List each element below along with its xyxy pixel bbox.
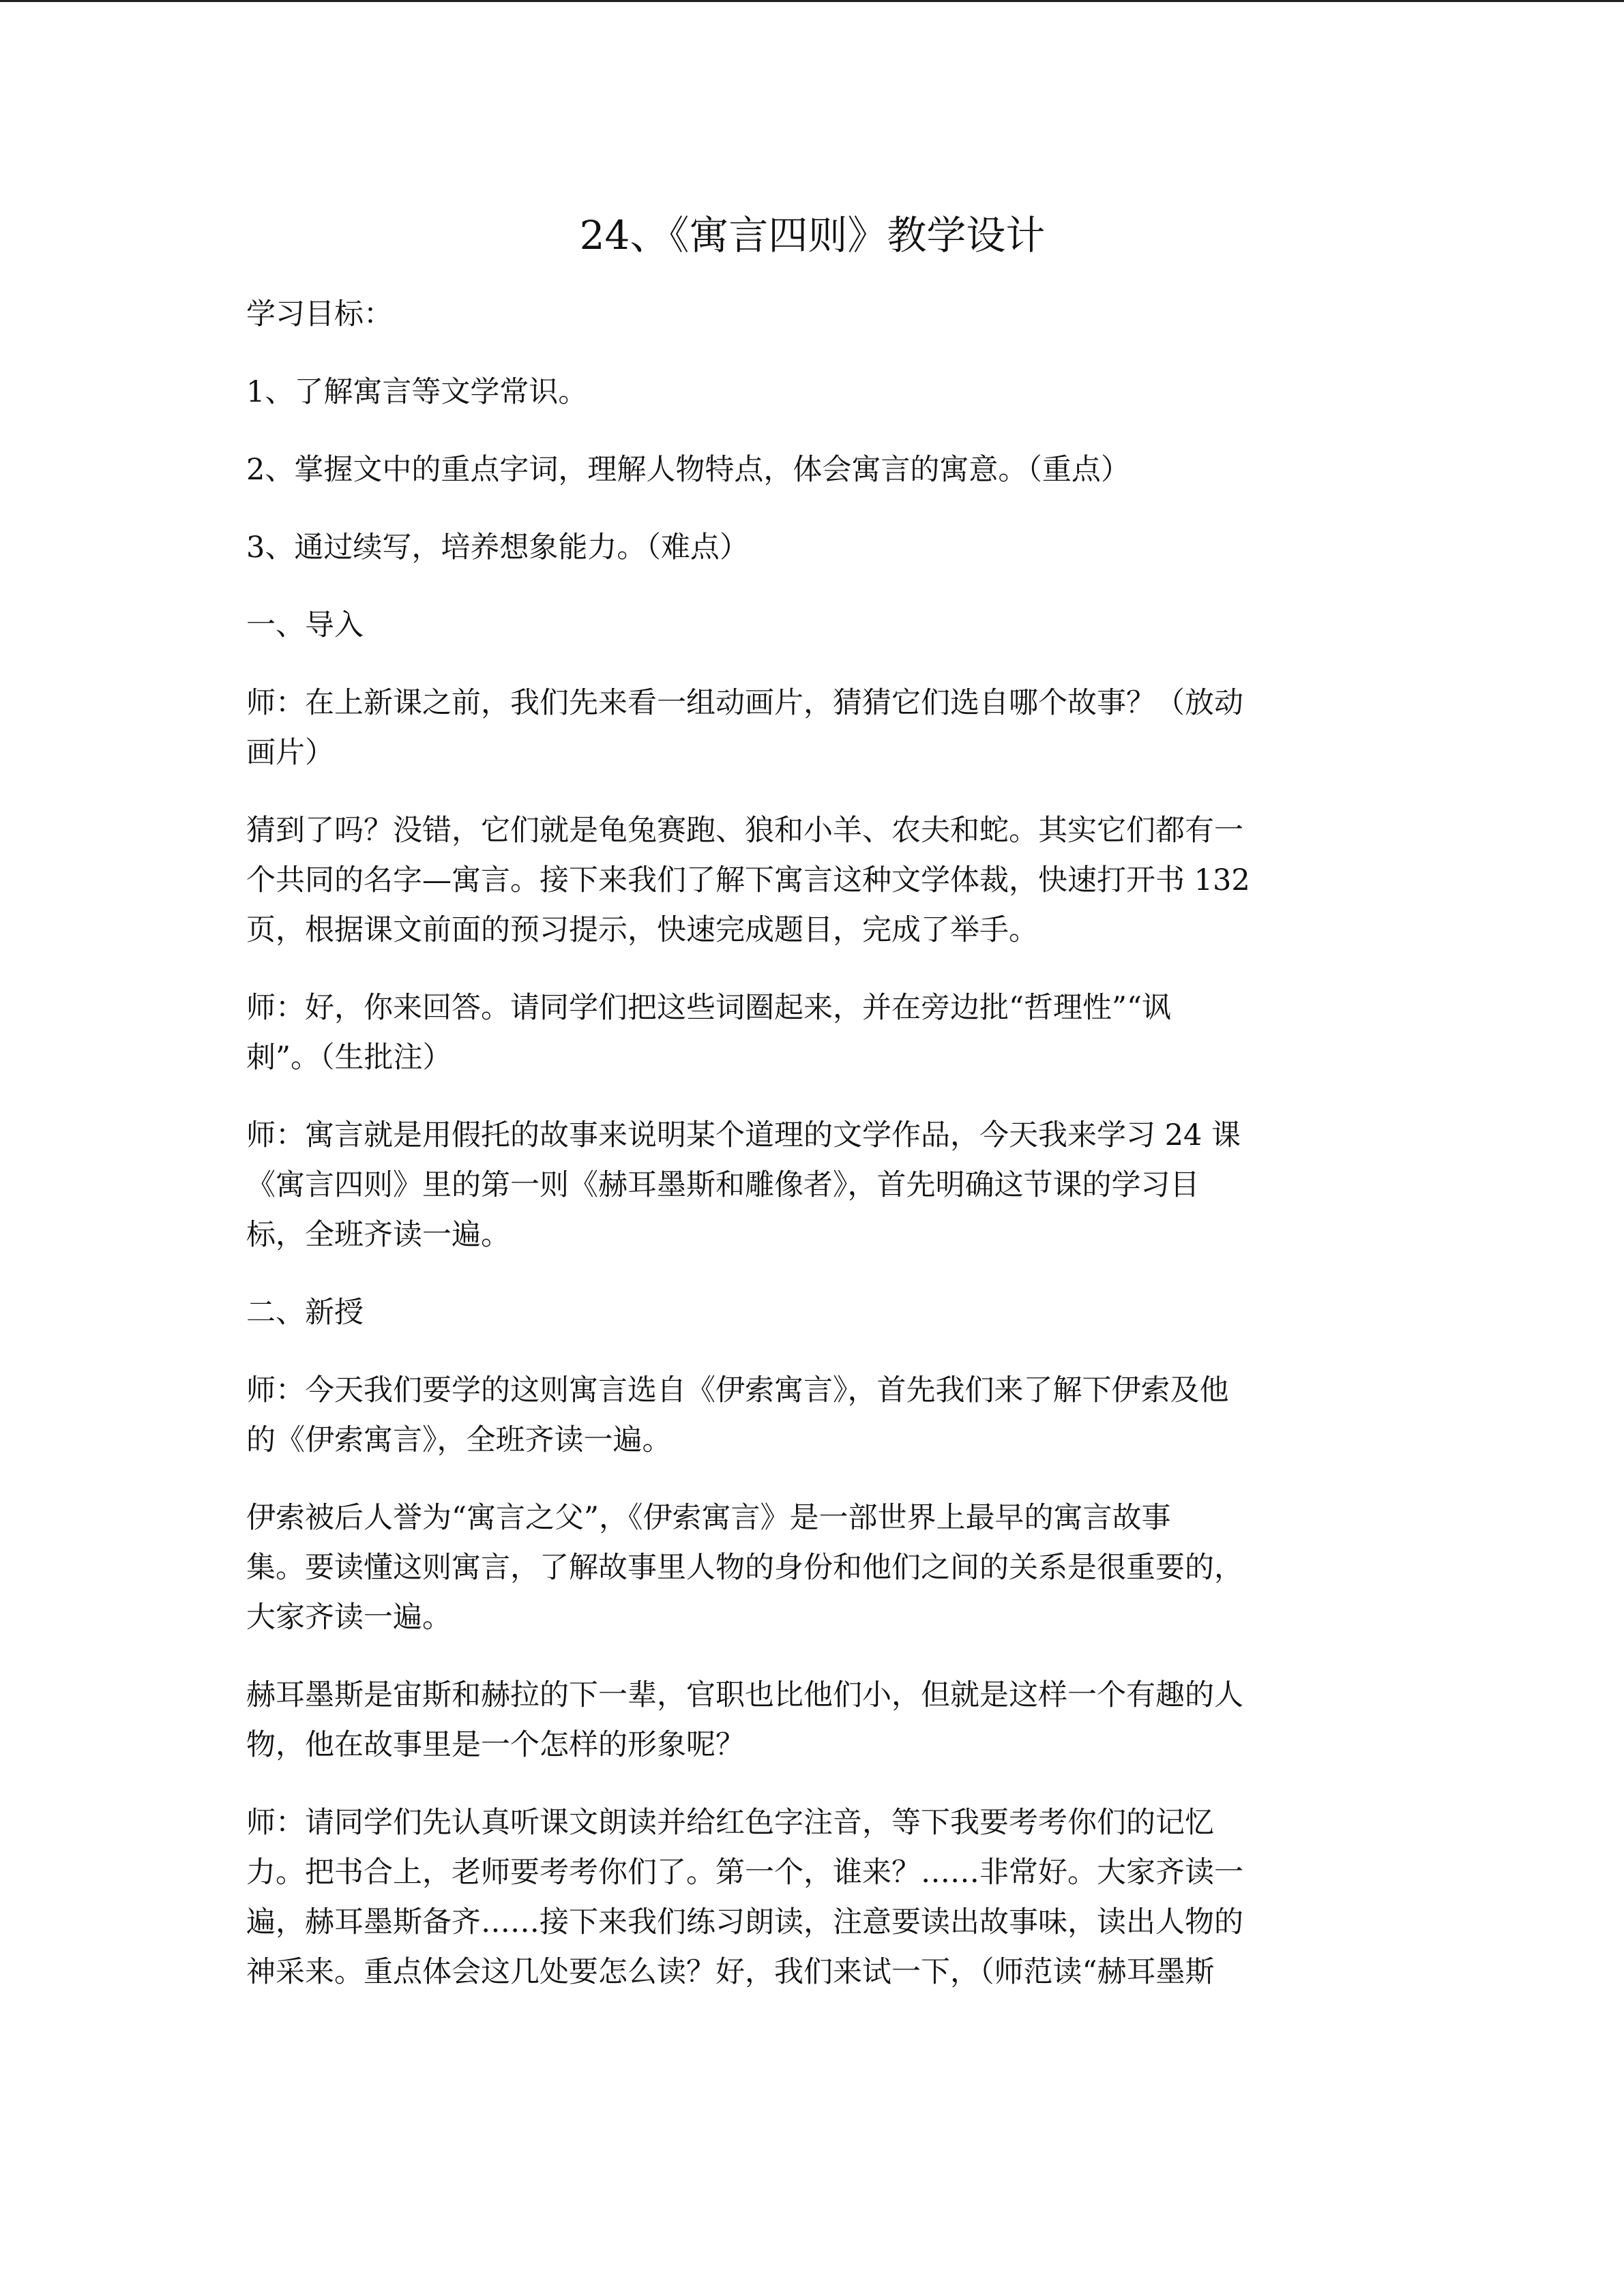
document-body: [246, 290, 1378, 1997]
paragraph: [246, 1366, 1378, 1465]
page-title: 24、《寓言四则》教学设计: [579, 212, 1046, 258]
paragraph: [246, 679, 1378, 778]
paragraph-line: 师：寓言就是用假托的故事来说明某个道理的文学作品，今天我来学习 24 课: [246, 1118, 1241, 1152]
paragraph-line: 神采来。重点体会这几处要怎么读？好，我们来试一下，（师范读“赫耳墨斯: [246, 1955, 1215, 1989]
paragraph-line: 物，他在故事里是一个怎样的形象呢？: [246, 1728, 745, 1762]
paragraph-line: 大家齐读一遍。: [246, 1600, 452, 1635]
paragraph: [246, 523, 1378, 573]
paragraph-line: 个共同的名字—寓言。接下来我们了解下寓言这种文学体裁，快速打开书 132: [246, 863, 1250, 897]
paragraph: [246, 1111, 1378, 1260]
paragraph-line: 标，全班齐读一遍。: [246, 1218, 510, 1252]
paragraph-line: 师：今天我们要学的这则寓言选自《伊索寓言》，首先我们来了解下伊索及他: [246, 1373, 1229, 1407]
paragraph: [246, 1671, 1378, 1770]
paragraph-line: 赫耳墨斯是宙斯和赫拉的下一辈，官职也比他们小，但就是这样一个有趣的人: [246, 1678, 1243, 1712]
document-page: [246, 208, 1378, 2025]
paragraph: [246, 1288, 1378, 1338]
paragraph-line: 刺”。（生批注）: [246, 1041, 452, 1075]
paragraph-line: 3、通过续写，培养想象能力。（难点）: [246, 531, 749, 565]
paragraph-line: 师：请同学们先认真听课文朗读并给红色字注音，等下我要考考你们的记忆: [246, 1806, 1214, 1840]
paragraph: [246, 368, 1378, 417]
paragraph-line: 二、新授: [246, 1296, 364, 1330]
paragraph-line: 一、导入: [246, 608, 364, 642]
paragraph: [246, 1493, 1378, 1643]
paragraph-line: 猜到了吗？没错，它们就是龟兔赛跑、狼和小羊、农夫和蛇。其实它们都有一: [246, 814, 1243, 848]
paragraph: [246, 445, 1378, 495]
paragraph: [246, 983, 1378, 1083]
paragraph-line: 《寓言四则》里的第一则《赫耳墨斯和雕像者》，首先明确这节课的学习目: [246, 1168, 1200, 1202]
paragraph-line: 师：在上新课之前，我们先来看一组动画片，猜猜它们选自哪个故事？（放动: [246, 686, 1243, 720]
paragraph-line: 力。把书合上，老师要考考你们了。第一个，谁来？……非常好。大家齐读一: [246, 1855, 1243, 1890]
paragraph-line: 的《伊索寓言》，全班齐读一遍。: [246, 1423, 672, 1457]
top-border-rule: [0, 0, 1624, 2]
paragraph: [246, 601, 1378, 651]
paragraph: [246, 290, 1378, 340]
paragraph-line: 遍，赫耳墨斯备齐……接下来我们练习朗读，注意要读出故事味，读出人物的: [246, 1905, 1243, 1939]
paragraph-line: 画片）: [246, 736, 334, 770]
paragraph-line: 伊索被后人誉为“寓言之父”，《伊索寓言》是一部世界上最早的寓言故事: [246, 1501, 1171, 1535]
paragraph-line: 2、掌握文中的重点字词，理解人物特点，体会寓言的寓意。（重点）: [246, 453, 1130, 487]
paragraph-line: 学习目标：: [246, 297, 393, 331]
paragraph-line: 页，根据课文前面的预习提示，快速完成题目，完成了举手。: [246, 913, 1038, 947]
paragraph: [246, 1798, 1378, 1997]
paragraph-line: 集。要读懂这则寓言，了解故事里人物的身份和他们之间的关系是很重要的，: [246, 1551, 1243, 1585]
paragraph-line: 1、了解寓言等文学常识。: [246, 375, 588, 409]
paragraph: [246, 806, 1378, 955]
paragraph-line: 师：好，你来回答。请同学们把这些词圈起来，并在旁边批“哲理性”“讽: [246, 991, 1171, 1025]
